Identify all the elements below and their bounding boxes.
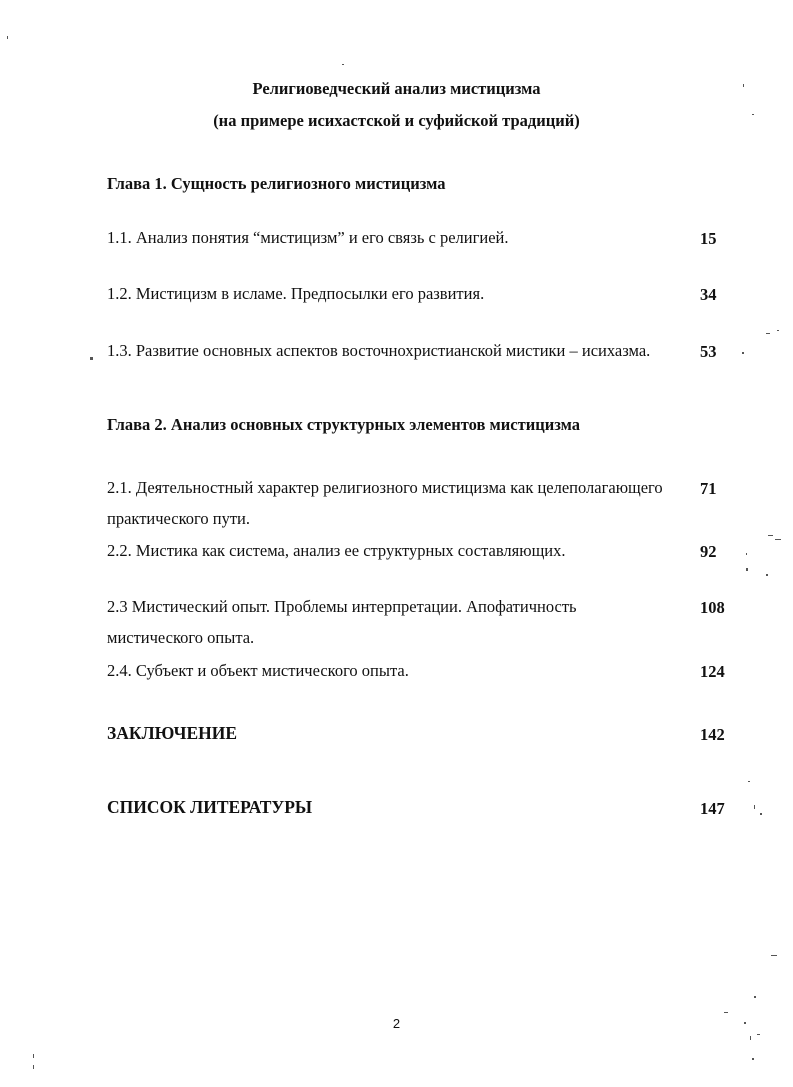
- chapter-1-heading: Глава 1. Сущность религиозного мистицизма: [107, 174, 446, 193]
- scan-speck: [766, 333, 770, 334]
- scan-speck: [754, 996, 756, 998]
- toc-page-1-1: 15: [700, 229, 717, 248]
- document-subtitle: (на примере исихастской и суфийской традиций): [213, 111, 580, 130]
- scan-speck: [752, 114, 754, 115]
- scan-speck: [760, 813, 762, 815]
- scan-speck: [748, 781, 750, 782]
- scan-speck: [752, 1058, 754, 1060]
- scan-speck: [768, 535, 773, 536]
- toc-entry-1-3: 1.3. Развитие основных аспектов восточнохристианской мистики – исихазма.: [107, 341, 651, 360]
- scan-speck: [744, 1022, 746, 1024]
- scan-speck: [743, 84, 744, 87]
- toc-page-2-1: 71: [700, 479, 717, 498]
- scan-speck: [754, 805, 755, 809]
- scan-speck: [742, 352, 744, 354]
- scan-speck: [746, 568, 748, 571]
- toc-entry-2-3: 2.3 Мистический опыт. Проблемы интерпретации. Апофатичность мистического опыта.: [107, 597, 577, 647]
- toc-page-2-3: 108: [700, 598, 725, 617]
- scan-speck: [90, 357, 93, 360]
- toc-entry-2-2: 2.2. Мистика как система, анализ ее структурных составляющих.: [107, 541, 566, 560]
- scan-speck: [342, 64, 344, 65]
- toc-page-1-2: 34: [700, 285, 717, 304]
- scan-speck: [766, 574, 768, 576]
- bibliography-page: 147: [700, 799, 725, 818]
- toc-page-1-3: 53: [700, 342, 717, 361]
- scan-speck: [33, 1065, 34, 1069]
- scan-speck: [757, 1034, 760, 1035]
- document-title: Религиоведческий анализ мистицизма: [252, 79, 541, 98]
- toc-page-2-4: 124: [700, 662, 725, 681]
- conclusion-label: ЗАКЛЮЧЕНИЕ: [107, 723, 238, 743]
- toc-entry-1-1: 1.1. Анализ понятия “мистицизм” и его связь с религией.: [107, 228, 509, 247]
- conclusion-page: 142: [700, 725, 725, 744]
- toc-page-2-2: 92: [700, 542, 717, 561]
- scan-speck: [771, 955, 777, 956]
- toc-entry-2-4: 2.4. Субъект и объект мистического опыта.: [107, 661, 409, 680]
- toc-entry-2-1: 2.1. Деятельностный характер религиозного мистицизма как целеполагающего практического пути.: [107, 478, 663, 528]
- scan-speck: [750, 1036, 751, 1040]
- bibliography-label: СПИСОК ЛИТЕРАТУРЫ: [107, 797, 313, 817]
- scan-speck: [777, 330, 779, 331]
- scan-speck: [746, 553, 747, 555]
- scan-speck: [33, 1054, 34, 1058]
- chapter-2-heading: Глава 2. Анализ основных структурных элементов мистицизма: [107, 415, 580, 434]
- scan-speck: [775, 539, 781, 540]
- scan-speck: [724, 1012, 728, 1013]
- scan-speck: [7, 36, 8, 39]
- toc-entry-1-2: 1.2. Мистицизм в исламе. Предпосылки его развития.: [107, 284, 485, 303]
- page-number: 2: [392, 1016, 401, 1031]
